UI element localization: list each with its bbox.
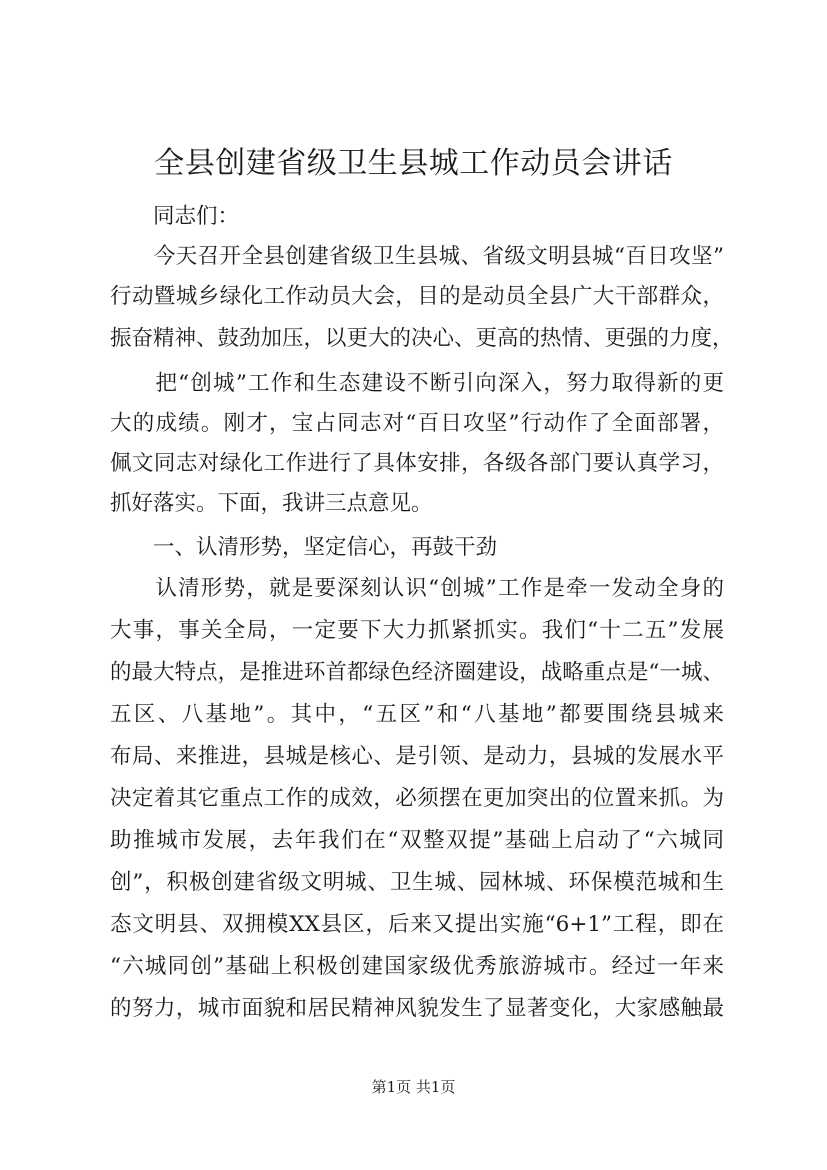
body-line: 行动暨城乡绿化工作动员大会，目的是动员全县广大干部群众， <box>110 284 724 309</box>
body-line: 助推城市发展，去年我们在“双整双提”基础上启动了“六城同 <box>110 828 724 853</box>
section-heading: 一、认清形势，坚定信心，再鼓干劲 <box>110 535 498 560</box>
body-line: 布局、来推进，县城是核心、是引领、是动力，县城的发展水平 <box>110 744 724 769</box>
body-line: 决定着其它重点工作的成效，必须摆在更加突出的位置来抓。为 <box>110 786 724 811</box>
body-line: 把“创城”工作和生态建设不断引向深入，努力取得新的更 <box>110 371 724 396</box>
body-line: 抓好落实。下面，我讲三点意见。 <box>110 491 433 516</box>
body-line: “六城同创”基础上积极创建国家级优秀旅游城市。经过一年来 <box>110 954 724 979</box>
body-line: 创”，积极创建省级文明城、卫生城、园林城、环保模范城和生 <box>110 870 724 895</box>
body-line: 的努力，城市面貌和居民精神风貌发生了显著变化，大家感触最 <box>110 996 724 1021</box>
body-line: 态文明县、双拥模XX县区，后来又提出实施“6+1”工程，即在 <box>110 912 724 937</box>
body-line: 五区、八基地”。其中，“五区”和“八基地”都要围绕县城来 <box>110 702 724 727</box>
body-line: 同志们： <box>110 204 240 229</box>
body-line: 大的成绩。刚才，宝占同志对“百日攻坚”行动作了全面部署， <box>110 411 724 436</box>
page-title: 全县创建省级卫生县城工作动员会讲话 <box>154 146 673 181</box>
body-line: 佩文同志对绿化工作进行了具体安排，各级各部门要认真学习， <box>110 451 724 476</box>
body-line: 振奋精神、鼓劲加压，以更大的决心、更高的热情、更强的力度， <box>110 326 734 351</box>
body-line: 认清形势，就是要深刻认识“创城”工作是牵一发动全身的 <box>110 576 724 601</box>
body-line: 的最大特点，是推进环首都绿色经济圈建设，战略重点是“一城、 <box>110 660 724 685</box>
body-line: 今天召开全县创建省级卫生县城、省级文明县城“百日攻坚” <box>110 244 724 269</box>
page-number-footer: 第1页 共1页 <box>371 1078 456 1096</box>
body-line: 大事，事关全局，一定要下大力抓紧抓实。我们“十二五”发展 <box>110 618 724 643</box>
